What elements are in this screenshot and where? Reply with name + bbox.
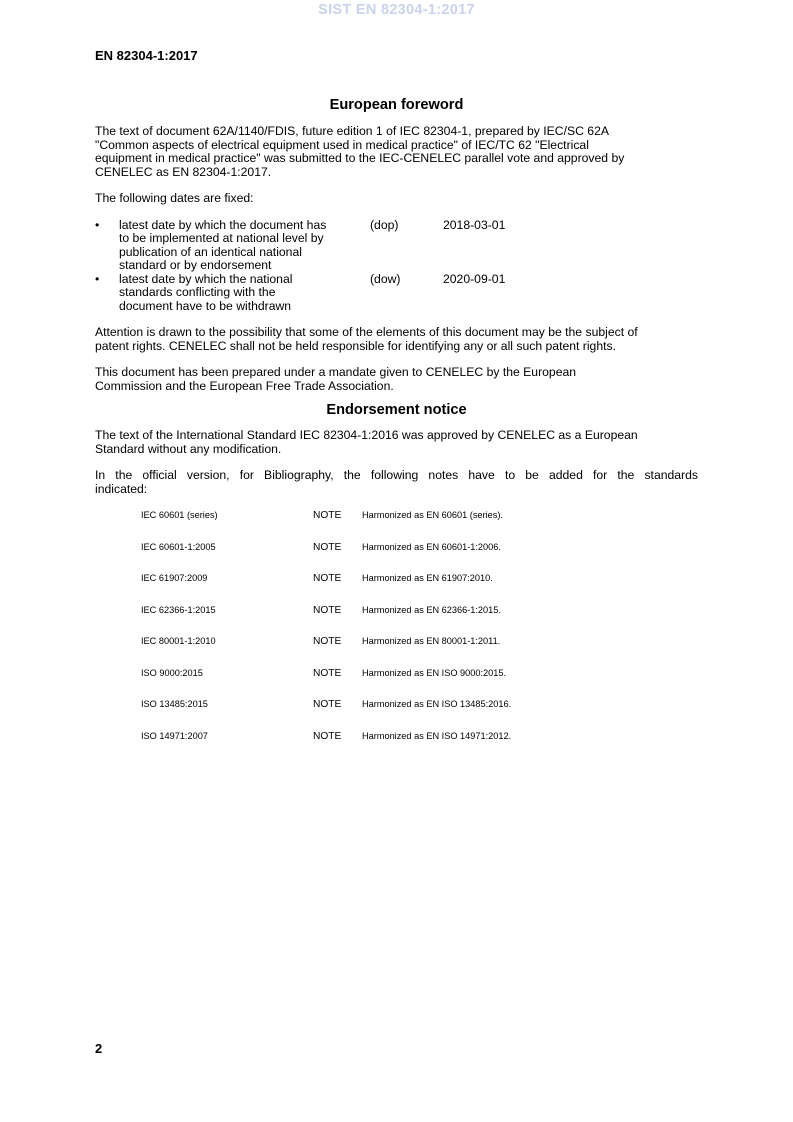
note-text: Harmonized as EN 60601 (series).: [362, 510, 503, 520]
watermark: SIST EN 82304-1:2017: [318, 2, 475, 18]
bibliography-paragraph: [95, 469, 698, 496]
dates-intro: The following dates are fixed:: [95, 191, 254, 205]
standard-reference: ISO 13485:2015: [141, 699, 208, 709]
text-line: indicated:: [95, 481, 148, 496]
mandate-paragraph: [95, 366, 698, 393]
note-row: [141, 605, 698, 637]
note-row: [141, 699, 698, 731]
text-line: "Common aspects of electrical equipment used in medical practice" of IEC/TC 62 "Electrical: [95, 137, 589, 152]
standard-reference: IEC 80001-1:2010: [141, 636, 216, 646]
date-value: 2018-03-01: [443, 217, 506, 232]
list-item: [95, 219, 698, 273]
note-row: [141, 542, 698, 574]
note-label: NOTE: [313, 510, 342, 521]
document-id: EN 82304-1:2017: [95, 48, 198, 63]
note-label: NOTE: [313, 541, 342, 553]
text-line: equipment in medical practice" was submitted to the IEC-CENELEC parallel vote and approved by: [95, 151, 625, 165]
note-label: NOTE: [313, 699, 342, 710]
standard-reference: IEC 60601-1:2005: [141, 541, 216, 552]
note-label: NOTE: [313, 573, 342, 584]
date-value: 2020-09-01: [443, 271, 506, 286]
standard-reference: IEC 62366-1:2015: [141, 604, 216, 615]
text-line: In the official version, for Bibliography, the following notes have to be added for the standards: [95, 468, 698, 482]
list-item: [95, 273, 698, 314]
page-number: 2: [95, 1041, 103, 1056]
note-row: [141, 731, 698, 763]
note-row: [141, 573, 698, 605]
note-text: Harmonized as EN 60601-1:2006.: [362, 541, 501, 552]
note-row: [141, 636, 698, 668]
note-label: NOTE: [313, 636, 342, 647]
note-label: NOTE: [313, 730, 342, 742]
note-text: Harmonized as EN ISO 14971:2012.: [362, 730, 512, 741]
patent-paragraph: [95, 326, 698, 353]
bullet-icon: •: [95, 271, 100, 286]
note-text: Harmonized as EN ISO 9000:2015.: [362, 667, 507, 678]
standard-reference: ISO 14971:2007: [141, 730, 208, 741]
text-line: Standard without any modification.: [95, 441, 282, 456]
note-row: [141, 668, 698, 700]
endorsement-title: Endorsement notice: [326, 402, 467, 418]
endorsement-paragraph: [95, 429, 698, 456]
dates-list: [95, 219, 698, 314]
text-line: The text of document 62A/1140/FDIS, future edition 1 of IEC 82304-1, prepared by IEC/SC 62A: [95, 124, 609, 138]
standard-reference: ISO 9000:2015: [141, 667, 203, 678]
standard-reference: IEC 60601 (series): [141, 510, 218, 520]
text-line: Commission and the European Free Trade Association.: [95, 378, 394, 393]
note-text: Harmonized as EN 80001-1:2011.: [362, 636, 501, 646]
note-text: Harmonized as EN 61907:2010.: [362, 573, 493, 583]
date-description: latest date by which the document has to be implemented at national level by publication of an identical national standard or by endorsement: [119, 217, 327, 272]
foreword-paragraph: [95, 125, 698, 179]
date-abbreviation: (dow): [370, 271, 401, 286]
foreword-title: European foreword: [329, 97, 464, 113]
standard-reference: IEC 61907:2009: [141, 573, 208, 583]
bullet-icon: •: [95, 217, 100, 232]
page-content: [95, 96, 698, 762]
text-line: patent rights. CENELEC shall not be held responsible for identifying any or all such patent rights.: [95, 338, 616, 353]
text-line: The text of the International Standard IEC 82304-1:2016 was approved by CENELEC as a European: [95, 428, 638, 442]
text-line: This document has been prepared under a mandate given to CENELEC by the European: [95, 365, 577, 379]
note-row: [141, 510, 698, 542]
note-label: NOTE: [313, 604, 342, 616]
note-label: NOTE: [313, 667, 342, 679]
notes-list: [141, 510, 698, 762]
date-description: latest date by which the national standards conflicting with the document have to be withdrawn: [119, 271, 293, 313]
date-abbreviation: (dop): [370, 217, 399, 232]
note-text: Harmonized as EN ISO 13485:2016.: [362, 699, 512, 709]
text-line: CENELEC as EN 82304-1:2017.: [95, 164, 272, 179]
note-text: Harmonized as EN 62366-1:2015.: [362, 604, 501, 615]
text-line: Attention is drawn to the possibility that some of the elements of this document may be the subject of: [95, 325, 638, 339]
